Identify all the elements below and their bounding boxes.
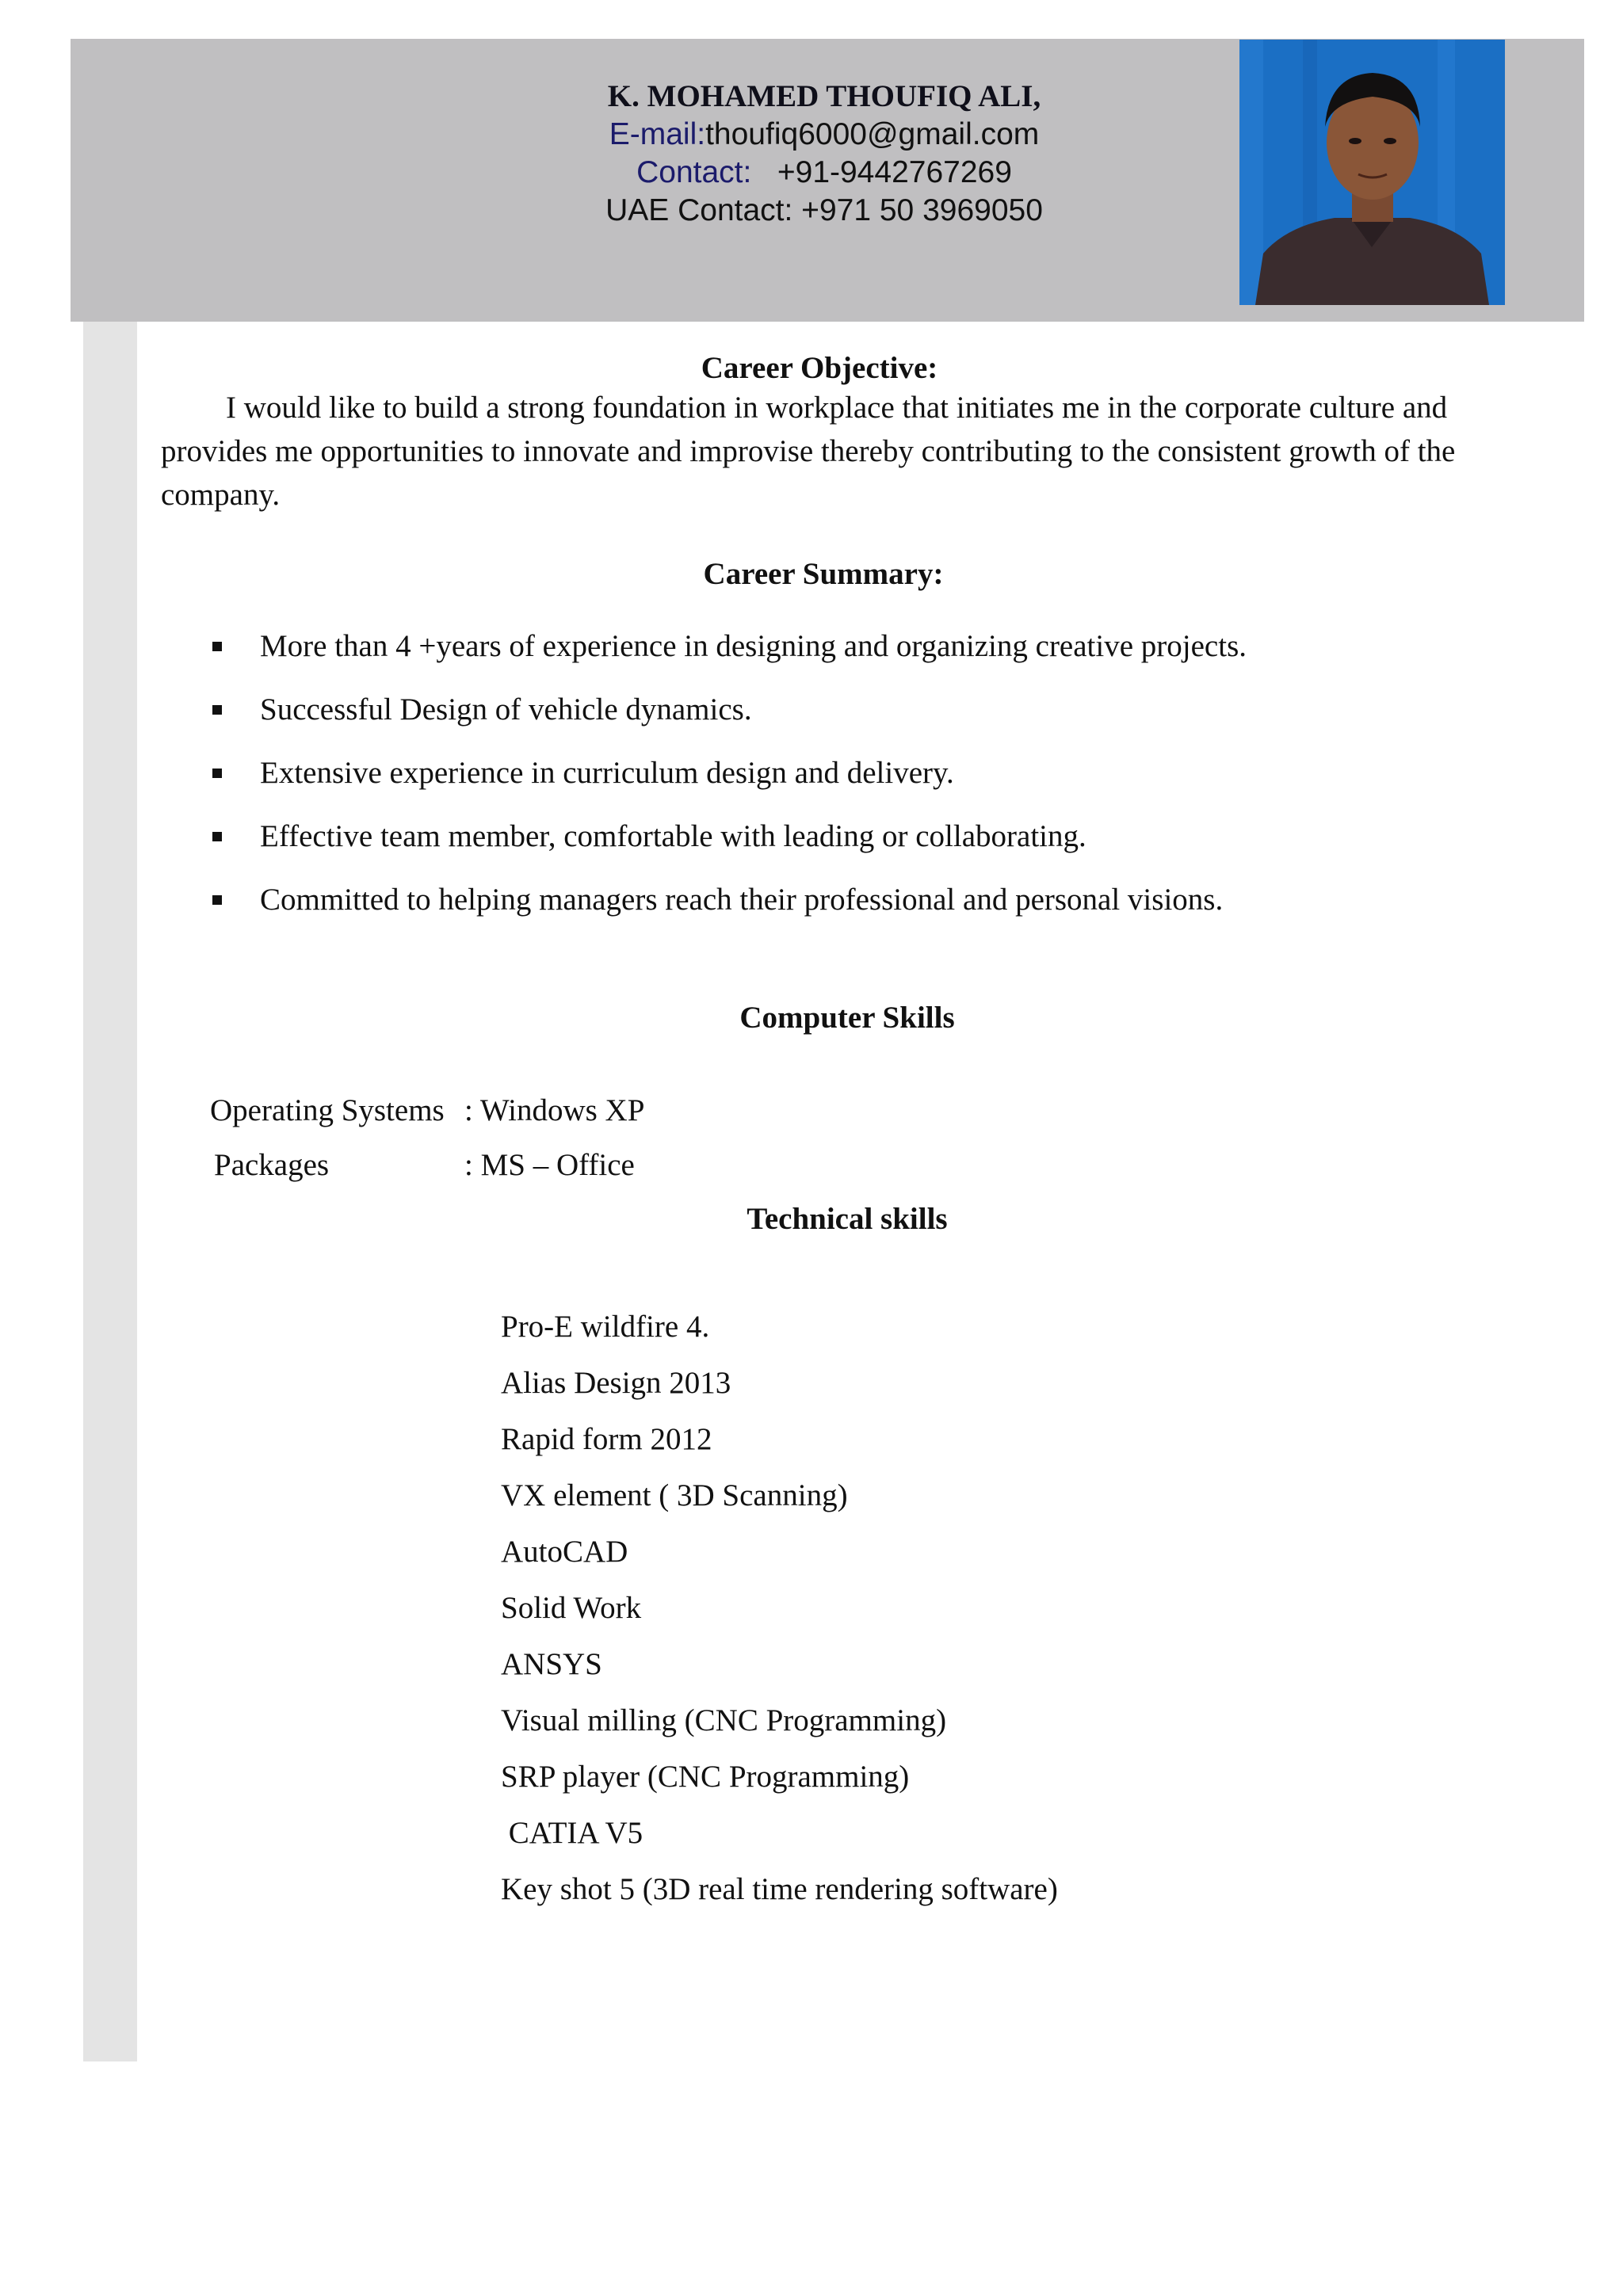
square-bullet-icon [212, 642, 222, 651]
square-bullet-icon [212, 769, 222, 778]
computer-skills-title: Computer Skills [739, 1001, 955, 1035]
summary-item-text: Effective team member, comfortable with leading or collaborating. [260, 819, 1086, 853]
list-item: Key shot 5 (3D real time rendering software) [501, 1872, 1058, 1906]
list-item [208, 694, 1247, 757]
square-bullet-icon [212, 705, 222, 715]
technical-skills-list [501, 1309, 1058, 1928]
header-contact-block [428, 78, 1220, 230]
os-label: Operating Systems [210, 1093, 445, 1127]
list-item: Alias Design 2013 [501, 1366, 731, 1400]
summary-item-text: Extensive experience in curriculum design and delivery. [260, 756, 954, 790]
summary-item-text: Successful Design of vehicle dynamics. [260, 692, 752, 727]
uae-contact-line: UAE Contact: +971 50 3969050 [605, 193, 1043, 227]
candidate-name: K. MOHAMED THOUFIQ ALI, [607, 79, 1041, 113]
summary-item-text: Committed to helping managers reach their professional and personal visions. [260, 883, 1224, 917]
list-item: SRP player (CNC Programming) [501, 1760, 910, 1794]
list-item: Pro-E wildfire 4. [501, 1310, 710, 1344]
profile-photo [1239, 40, 1505, 305]
email-label: E-mail: [609, 117, 706, 151]
list-item: ANSYS [501, 1647, 602, 1681]
list-item: Visual milling (CNC Programming) [501, 1703, 947, 1737]
contact-value: +91-9442767269 [751, 155, 1012, 189]
list-item: AutoCAD [501, 1535, 628, 1569]
packages-value: : MS – Office [464, 1148, 635, 1182]
list-item: CATIA V5 [501, 1816, 643, 1850]
career-objective-text: I would like to build a strong foundation in workplace that initiates me in the corporate culture and provides me opportunities to innovate and improvise thereby contributing to the consistent growth of the company. [161, 391, 1456, 512]
technical-skills-title: Technical skills [747, 1202, 948, 1236]
square-bullet-icon [212, 832, 222, 841]
profile-photo-illustration [1239, 40, 1505, 305]
list-item [208, 757, 1247, 821]
list-item: Rapid form 2012 [501, 1422, 712, 1456]
list-item [208, 631, 1247, 694]
list-item: Solid Work [501, 1591, 642, 1625]
email-value: thoufiq6000@gmail.com [705, 117, 1040, 151]
summary-item-text: More than 4 +years of experience in designing and organizing creative projects. [260, 629, 1247, 663]
list-item: VX element ( 3D Scanning) [501, 1478, 848, 1512]
list-item [208, 821, 1247, 884]
packages-label: Packages [214, 1148, 330, 1182]
career-summary-list [208, 631, 1247, 948]
email-line [428, 116, 1220, 154]
square-bullet-icon [212, 895, 222, 905]
contact-line [428, 154, 1220, 192]
career-summary-title: Career Summary: [703, 557, 944, 591]
os-value: : Windows XP [464, 1093, 645, 1127]
career-objective-title: Career Objective: [701, 351, 938, 385]
contact-label: Contact: [636, 155, 752, 189]
list-item [208, 884, 1247, 948]
